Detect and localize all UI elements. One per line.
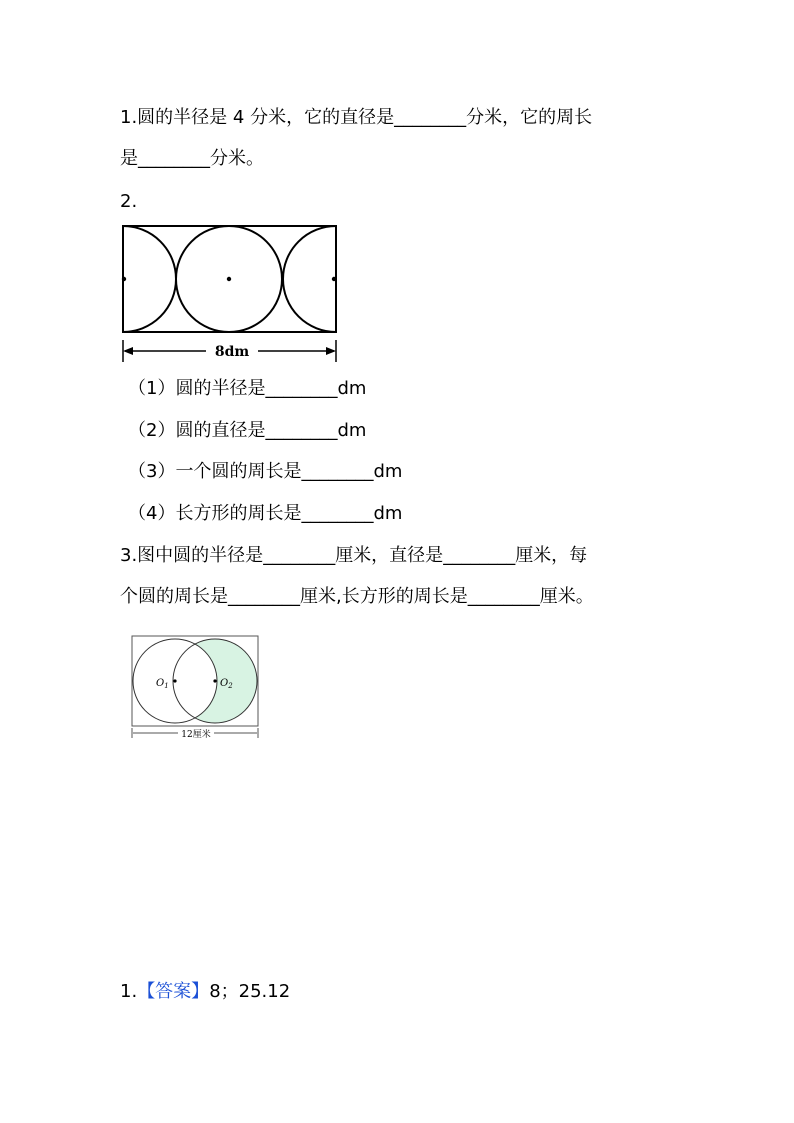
q2-item-1-unit: dm (337, 378, 367, 399)
q3-label-o1: $O_1$ (156, 678, 169, 690)
answer-text: 8；25.12 (209, 981, 291, 1002)
q3-text-suffix: 厘米，每 (515, 545, 588, 566)
answer-tag: 【答案】 (137, 981, 210, 1002)
q2-item-1-blank: ________ (265, 378, 338, 399)
q3-figure-overlapping-circles (128, 632, 264, 742)
q3-line-1 (120, 544, 587, 568)
q3-text-line2-prefix: 个圆的周长是 (120, 586, 228, 607)
q3-label-o2: $O_2$ (220, 678, 233, 690)
q2-item-1 (128, 377, 366, 401)
q3-center-dot-o1 (173, 679, 176, 682)
q2-item-3-blank: ________ (301, 461, 374, 482)
q1-text-mid: 分米，它的周长 (466, 107, 593, 128)
q3-blank-circumference: ________ (228, 586, 300, 607)
q3-text-mid1: 厘米，直径是 (335, 545, 444, 566)
q2-item-4-unit: dm (373, 503, 403, 524)
q1-blank-circumference: ________ (138, 148, 210, 169)
q1-line-1 (120, 106, 592, 130)
q1-text-line2-prefix: 是 (120, 148, 138, 169)
q3-text-line2-mid: 厘米,长方形的周长是 (300, 586, 468, 607)
q2-center-dot-left (122, 277, 126, 281)
q1-line-2 (120, 147, 264, 171)
q3-blank-diameter: ________ (443, 545, 516, 566)
answer-line (120, 980, 290, 1004)
q2-item-3-label: （3）一个圆的周长是 (128, 461, 302, 482)
q2-item-4-blank: ________ (301, 503, 374, 524)
answer-number: 1. (120, 981, 138, 1002)
q2-circle-left-half (118, 226, 176, 332)
q2-item-2-label: （2）圆的直径是 (128, 420, 266, 441)
q2-item-1-label: （1）圆的半径是 (128, 378, 266, 399)
q3-text-prefix: 3.图中圆的半径是 (120, 545, 264, 566)
q2-item-2-unit: dm (337, 420, 367, 441)
q3-line-2 (120, 585, 594, 609)
q2-number: 2. (120, 191, 138, 212)
q2-center-dot-right (332, 277, 336, 281)
q3-dimension-label: 12厘米 (181, 730, 211, 740)
q2-item-3 (128, 460, 402, 484)
q2-item-2-blank: ________ (265, 420, 338, 441)
q1-blank-diameter: ________ (394, 107, 467, 128)
q1-text-line2-suffix: 分米。 (210, 148, 264, 169)
q2-dimension-label: 8dm (214, 344, 250, 360)
q2-center-dot-middle (227, 277, 231, 281)
q2-item-3-unit: dm (373, 461, 403, 482)
q2-figure-circles-in-rectangle (118, 220, 342, 365)
q2-item-4-label: （4）长方形的周长是 (128, 503, 302, 524)
q3-blank-rect-perimeter: ________ (467, 586, 540, 607)
q3-center-dot-o2 (213, 679, 216, 682)
q3-blank-radius: ________ (263, 545, 336, 566)
q1-text-prefix: 1.圆的半径是 4 分米，它的直径是 (120, 107, 395, 128)
q2-item-4 (128, 502, 402, 526)
q2-item-2 (128, 419, 366, 443)
q3-text-line2-suffix: 厘米。 (539, 586, 594, 607)
